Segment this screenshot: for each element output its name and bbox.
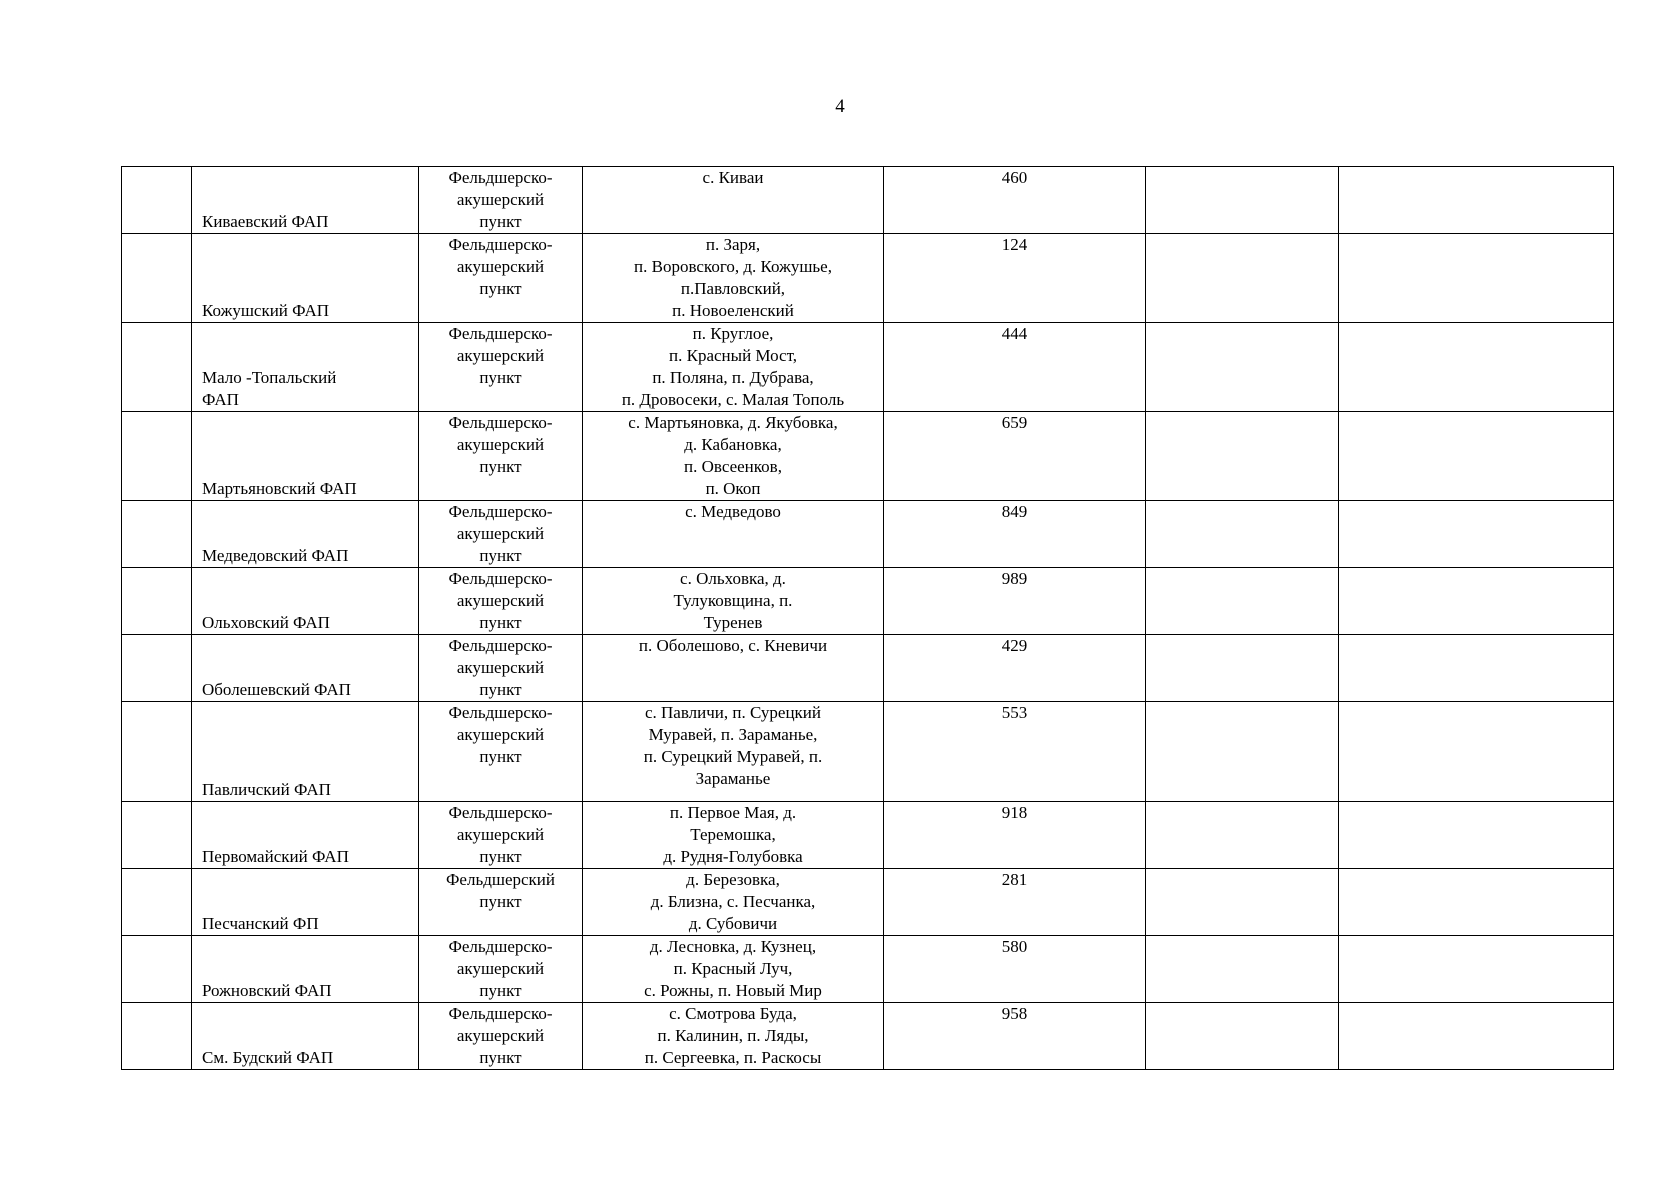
facility-type-cell xyxy=(419,167,583,234)
population-text: 281 xyxy=(1001,870,1028,889)
facility-type-text: Фельдшерско- акушерский пункт xyxy=(448,324,553,387)
population-text: 460 xyxy=(1001,168,1028,187)
table-row xyxy=(122,167,1614,234)
facility-type-cell xyxy=(419,869,583,936)
population-cell xyxy=(884,802,1146,869)
row-number-cell xyxy=(122,702,192,802)
row-number-cell xyxy=(122,802,192,869)
facility-name-text: Рожновский ФАП xyxy=(202,981,332,1000)
empty-cell xyxy=(1339,702,1614,802)
table-row xyxy=(122,702,1614,802)
row-number-cell xyxy=(122,167,192,234)
population-cell xyxy=(884,501,1146,568)
service-area-cell xyxy=(583,412,884,501)
service-area-text: с. Медведово xyxy=(685,502,781,521)
facility-type-text: Фельдшерско- акушерский пункт xyxy=(448,636,553,699)
facility-name-cell xyxy=(192,702,419,802)
row-number-cell xyxy=(122,234,192,323)
service-area-cell xyxy=(583,501,884,568)
row-number-cell xyxy=(122,936,192,1003)
row-number-cell xyxy=(122,412,192,501)
empty-cell xyxy=(1146,936,1339,1003)
population-cell xyxy=(884,412,1146,501)
facility-type-text: Фельдшерский пункт xyxy=(446,870,555,911)
table-row xyxy=(122,635,1614,702)
empty-cell xyxy=(1339,635,1614,702)
facility-name-text: Первомайский ФАП xyxy=(202,847,349,866)
service-area-text: с. Мартьяновка, д. Якубовка, д. Кабановка, п. Овсеенков, п. Окоп xyxy=(628,413,838,498)
empty-cell xyxy=(1146,568,1339,635)
facility-type-cell xyxy=(419,802,583,869)
facility-type-text: Фельдшерско- акушерский пункт xyxy=(448,413,553,476)
facility-name-cell xyxy=(192,802,419,869)
population-text: 429 xyxy=(1001,636,1028,655)
facility-type-cell xyxy=(419,936,583,1003)
row-number-cell xyxy=(122,323,192,412)
facility-name-text: Киваевский ФАП xyxy=(202,212,329,231)
population-text: 958 xyxy=(1001,1004,1028,1023)
service-area-text: п. Круглое, п. Красный Мост, п. Поляна, п. Дубрава, п. Дровосеки, с. Малая Тополь xyxy=(621,324,845,409)
service-area-text: с. Смотрова Буда, п. Калинин, п. Ляды, п. Сергеевка, п. Раскосы xyxy=(644,1004,822,1067)
service-area-cell xyxy=(583,702,884,802)
empty-cell xyxy=(1146,234,1339,323)
facility-name-cell xyxy=(192,635,419,702)
facility-name-cell xyxy=(192,323,419,412)
table-row xyxy=(122,412,1614,501)
population-cell xyxy=(884,1003,1146,1070)
service-area-text: с. Павличи, п. Сурецкий Муравей, п. Зараманье, п. Сурецкий Муравей, п. Зараманье xyxy=(643,703,823,788)
facility-name-text: Мартьяновский ФАП xyxy=(202,479,357,498)
service-area-cell xyxy=(583,802,884,869)
facility-name-cell xyxy=(192,936,419,1003)
facility-type-cell xyxy=(419,234,583,323)
facility-name-text: Павличский ФАП xyxy=(202,780,331,799)
service-area-text: п. Заря, п. Воровского, д. Кожушье, п.Павловский, п. Новоеленский xyxy=(634,235,832,320)
empty-cell xyxy=(1339,167,1614,234)
page-number: 4 xyxy=(835,96,845,117)
facility-name-cell xyxy=(192,869,419,936)
empty-cell xyxy=(1146,167,1339,234)
service-area-text: д. Лесновка, д. Кузнец, п. Красный Луч, с. Рожны, п. Новый Мир xyxy=(644,937,822,1000)
service-area-text: с. Киваи xyxy=(702,168,764,187)
service-area-cell xyxy=(583,568,884,635)
service-area-text: д. Березовка, д. Близна, с. Песчанка, д. Субовичи xyxy=(650,870,816,933)
empty-cell xyxy=(1146,635,1339,702)
table-body xyxy=(122,167,1614,1070)
facility-type-text: Фельдшерско- акушерский пункт xyxy=(448,703,553,766)
empty-cell xyxy=(1146,501,1339,568)
population-text: 124 xyxy=(1001,235,1028,254)
empty-cell xyxy=(1339,1003,1614,1070)
facility-type-cell xyxy=(419,501,583,568)
facility-name-text: Оболешевский ФАП xyxy=(202,680,351,699)
service-area-text: с. Ольховка, д. Тулуковщина, п. Туренев xyxy=(673,569,793,632)
empty-cell xyxy=(1339,802,1614,869)
empty-cell xyxy=(1339,323,1614,412)
service-area-cell xyxy=(583,234,884,323)
facility-name-text: Ольховский ФАП xyxy=(202,613,330,632)
table-row xyxy=(122,234,1614,323)
population-cell xyxy=(884,936,1146,1003)
facility-name-text: Медведовский ФАП xyxy=(202,546,349,565)
table-row xyxy=(122,936,1614,1003)
table-row xyxy=(122,869,1614,936)
empty-cell xyxy=(1339,412,1614,501)
row-number-cell xyxy=(122,869,192,936)
service-area-text: п. Оболешово, с. Кневичи xyxy=(638,636,828,655)
population-text: 444 xyxy=(1001,324,1028,343)
facility-name-text: Мало -Топальский ФАП xyxy=(202,368,337,409)
facility-type-text: Фельдшерско- акушерский пункт xyxy=(448,502,553,565)
population-text: 580 xyxy=(1001,937,1028,956)
population-cell xyxy=(884,869,1146,936)
facility-name-text: Песчанский ФП xyxy=(202,914,319,933)
facility-type-cell xyxy=(419,323,583,412)
row-number-cell xyxy=(122,1003,192,1070)
facility-name-cell xyxy=(192,1003,419,1070)
empty-cell xyxy=(1339,869,1614,936)
facility-name-cell xyxy=(192,568,419,635)
empty-cell xyxy=(1146,869,1339,936)
population-text: 989 xyxy=(1001,569,1028,588)
facility-type-text: Фельдшерско- акушерский пункт xyxy=(448,1004,553,1067)
table-row xyxy=(122,501,1614,568)
facility-type-text: Фельдшерско- акушерский пункт xyxy=(448,168,553,231)
empty-cell xyxy=(1339,936,1614,1003)
table-row xyxy=(122,323,1614,412)
service-area-cell xyxy=(583,869,884,936)
population-text: 849 xyxy=(1001,502,1028,521)
row-number-cell xyxy=(122,501,192,568)
service-area-cell xyxy=(583,167,884,234)
facility-name-cell xyxy=(192,501,419,568)
table-row xyxy=(122,802,1614,869)
facility-name-text: Кожушский ФАП xyxy=(202,301,330,320)
empty-cell xyxy=(1146,412,1339,501)
population-text: 659 xyxy=(1001,413,1028,432)
service-area-cell xyxy=(583,323,884,412)
table-row xyxy=(122,1003,1614,1070)
medical-stations-table xyxy=(121,166,1614,1070)
service-area-cell xyxy=(583,1003,884,1070)
empty-cell xyxy=(1146,802,1339,869)
empty-cell xyxy=(1146,323,1339,412)
facility-type-text: Фельдшерско- акушерский пункт xyxy=(448,937,553,1000)
population-cell xyxy=(884,234,1146,323)
facility-type-cell xyxy=(419,702,583,802)
empty-cell xyxy=(1146,702,1339,802)
row-number-cell xyxy=(122,635,192,702)
empty-cell xyxy=(1339,501,1614,568)
facility-type-text: Фельдшерско- акушерский пункт xyxy=(448,235,553,298)
facility-name-cell xyxy=(192,412,419,501)
population-cell xyxy=(884,568,1146,635)
facility-type-cell xyxy=(419,412,583,501)
population-text: 553 xyxy=(1001,703,1028,722)
facility-name-text: См. Будский ФАП xyxy=(202,1048,334,1067)
population-cell xyxy=(884,635,1146,702)
table-row xyxy=(122,568,1614,635)
population-cell xyxy=(884,167,1146,234)
empty-cell xyxy=(1146,1003,1339,1070)
facility-type-text: Фельдшерско- акушерский пункт xyxy=(448,569,553,632)
facility-name-cell xyxy=(192,167,419,234)
service-area-cell xyxy=(583,936,884,1003)
service-area-text: п. Первое Мая, д. Теремошка, д. Рудня-Голубовка xyxy=(663,803,803,866)
facility-type-text: Фельдшерско- акушерский пункт xyxy=(448,803,553,866)
facility-type-cell xyxy=(419,1003,583,1070)
facility-type-cell xyxy=(419,635,583,702)
population-cell xyxy=(884,702,1146,802)
population-text: 918 xyxy=(1001,803,1028,822)
facility-name-cell xyxy=(192,234,419,323)
population-cell xyxy=(884,323,1146,412)
empty-cell xyxy=(1339,568,1614,635)
service-area-cell xyxy=(583,635,884,702)
empty-cell xyxy=(1339,234,1614,323)
facility-type-cell xyxy=(419,568,583,635)
row-number-cell xyxy=(122,568,192,635)
